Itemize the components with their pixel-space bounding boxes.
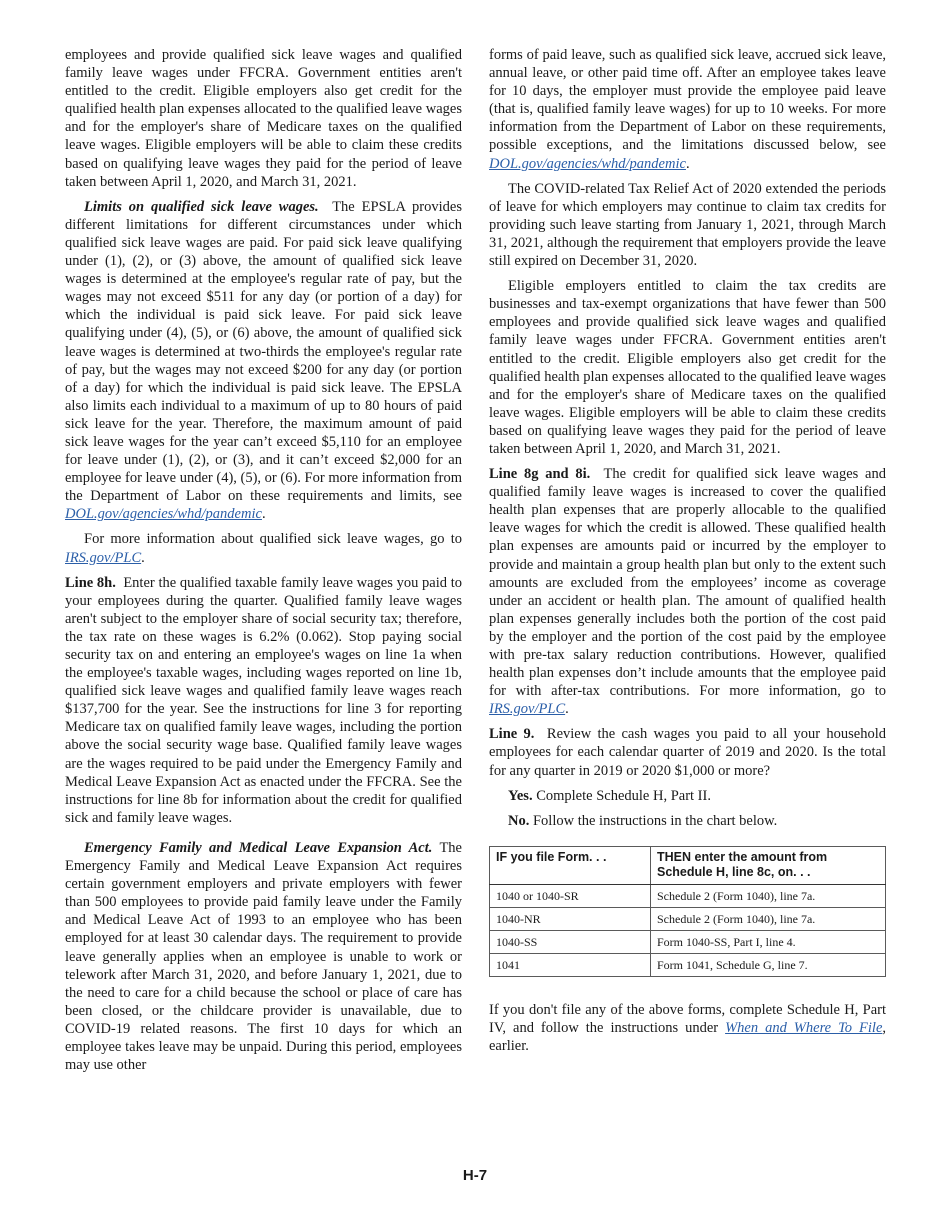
- line-8g-heading: Line 8g and 8i.: [489, 466, 591, 483]
- line-8h-text: Enter the qualified taxable family leave wages you paid to your employees during the quarter. Qualified family leave wages aren't subject to the employer share of social security tax; therefore, the tax rate on these wages is 6.2% (0.062). Stop paying social security tax on and entering an employee's wages on line 1a when the employee's taxable wages, including wages reported on line 1b, qualified sick leave wages and qualified family leave wages reach $137,700 for the year. See the instructions for line 3 for reporting Medicare tax on qualified family leave wages, including the portion above the social security wage base. Qualified family leave wages are the wages required to be paid under the Emergency Family and Medical Leave Expansion Act as enacted under the FFCRA. See the instructions for line 8b for information about the credit for qualified sick and family leave wages.: [65, 574, 463, 826]
- right-column: [489, 46, 886, 1062]
- efmlea-heading: Emergency Family and Medical Leave Expansion Act.: [84, 839, 433, 856]
- table-row: [490, 884, 886, 907]
- table-cell-destination: Form 1041, Schedule G, line 7.: [651, 953, 886, 976]
- yes-option: [508, 787, 886, 805]
- table-cell-destination: Schedule 2 (Form 1040), line 7a.: [651, 884, 886, 907]
- dol-pandemic-link[interactable]: DOL.gov/agencies/whd/pandemic: [65, 506, 262, 523]
- yes-text: Complete Schedule H, Part II.: [536, 787, 711, 804]
- no-text: Follow the instructions in the chart below.: [532, 812, 778, 829]
- header-if-you-file: IF you file Form. . .: [490, 846, 651, 884]
- more-info-text: For more information about qualified sick leave wages, go to: [84, 531, 462, 548]
- irs-plc-link[interactable]: IRS.gov/PLC: [65, 549, 142, 566]
- dol-pandemic-link-2[interactable]: DOL.gov/agencies/whd/pandemic: [489, 155, 686, 172]
- paragraph-line-8h: [65, 574, 462, 827]
- yes-label: Yes.: [508, 787, 533, 804]
- limits-heading: Limits on qualified sick leave wages.: [84, 198, 319, 215]
- table-cell-form: 1041: [490, 953, 651, 976]
- table-row: [490, 930, 886, 953]
- no-label: No.: [508, 812, 530, 829]
- paragraph-efmlea: [65, 839, 462, 1074]
- no-option: [508, 812, 886, 830]
- left-column: [65, 46, 462, 1081]
- paragraph-eligible-employers: Eligible employers entitled to claim the tax credits are businesses and tax-exempt organizations that have fewer than 500 employees and provide qualified sick leave wages and qualified family leave wages under FFCRA. Government entities aren't entitled to the credit. Eligible employers also get credit for the qualified health plan expenses allocated to the qualified leave wages and for the employer's share of Medicare taxes on the qualified leave wages. Eligible employers will be able to claim these credits based on qualifying leave wages they paid for the period of leave taken between April 1, 2020, and March 31, 2021.: [489, 278, 886, 457]
- paid-leave-text: forms of paid leave, such as qualified sick leave, accrued sick leave, annual leave, or other paid time off. After an employee takes leave for 10 days, the employer must provide the employee paid leave (that is, qualified family leave wages) for up to 10 weeks. For more information from the Department of Labor on these requirements, possible exceptions, and the limitations discussed below, see: [489, 47, 886, 154]
- paragraph-line-8g-8i: Line 8g and 8i. The credit for qualified sick leave wages and qualified family leave wages is increased to cover the qualified health plan expenses that are properly allocable to the qualified leave wages for which the credit is allowed. These qualified health plan expenses are amounts paid or incurred by the employer to provide and maintain a group health plan but only to the extent such amounts are excluded from the employees’ income as coverage under an accident or health plan. The amount of qualified health plan expenses generally includes both the portion of the cost paid by the employer and the portion of the cost paid by the employee with pre-tax salary reduction contributions. However, qualified health plan expenses don’t include amounts that the employee paid for with after-tax contributions. For more information, go to IRS.gov/PLC.: [489, 466, 886, 718]
- paragraph-covid-relief-act: The COVID-related Tax Relief Act of 2020 extended the periods of leave for which employers may continue to claim tax credits for providing such leave starting from January 1, 2021, through March 31, 2021, although the requirement that employers provide the leave still expired on December 31, 2020.: [489, 180, 886, 270]
- table-header-row: [490, 846, 886, 884]
- paragraph-more-info: For more information about qualified sick leave wages, go to IRS.gov/PLC.: [65, 531, 462, 566]
- paragraph-eligible-employers-cont: employees and provide qualified sick leave wages and qualified family leave wages under FFCRA. Government entities aren't entitled to the credit. Eligible employers also get credit for the qualified health plan expenses allocated to the qualified leave wages and for the employer's share of Medicare taxes on the qualified leave wages. Eligible employers will be able to claim these credits based on qualifying leave wages they paid for the period of leave taken between April 1, 2020, and March 31, 2021.: [65, 47, 462, 190]
- header-then-enter: THEN enter the amount from Schedule H, line 8c, on. . .: [651, 846, 886, 884]
- line-8h-heading: Line 8h.: [65, 574, 116, 591]
- paragraph-paid-leave-cont: forms of paid leave, such as qualified sick leave, accrued sick leave, annual leave, or other paid time off. After an employee takes leave for 10 days, the employer must provide the employee paid leave (that is, qualified family leave wages) for up to 10 weeks. For more information from the Department of Labor on these requirements, possible exceptions, and the limitations discussed below, see DOL.gov/agencies/whd/pandemic.: [489, 47, 886, 172]
- table-cell-destination: Schedule 2 (Form 1040), line 7a.: [651, 907, 886, 930]
- table-row: [490, 953, 886, 976]
- table-cell-destination: Form 1040-SS, Part I, line 4.: [651, 930, 886, 953]
- efmlea-text: The Emergency Family and Medical Leave Expansion Act requires certain government employers and private employers with fewer than 500 employees to provide paid family leave under the Family and Medical Leave Act of 1993 to an employee who has been employed for at least 30 calendar days. The requirement to provide leave generally applies when an employee is unable to work or telework after March 31, 2020, and before January 1, 2021, due to the need to care for a child because the school or place of care has been closed, or the childcare provider is unavailable, due to COVID-19 related reasons. The first 10 days for which an employee takes leave may be unpaid. During this period, employees may use other: [65, 839, 462, 1074]
- page-number: H-7: [462, 1167, 488, 1184]
- form-chart-table: [489, 846, 886, 977]
- line-9-text: Review the cash wages you paid to all your household employees for each calendar quarter of 2019 and 2020. Is the total for any quarter in 2019 or 2020 $1,000 or more?: [489, 726, 887, 779]
- line-8g-text: The credit for qualified sick leave wages and qualified family leave wages is increased to cover the qualified health plan expenses that are properly allocable to the qualified leave wages for which the credit is allowed. These qualified health plan expenses are amounts paid or incurred by the employer to provide and maintain a group health plan but only to the extent such amounts are excluded from the employees’ income as coverage under an accident or health plan. The amount of qualified health plan expenses generally includes both the portion of the cost paid by the employer and the portion of the cost paid by the employee with pre-tax salary reduction contributions. However, qualified health plan expenses don’t include amounts that the employee paid for with after-tax contributions. For more information, go to: [489, 466, 886, 700]
- paragraph-other-forms: [489, 1001, 886, 1055]
- table-row: [490, 907, 886, 930]
- table-cell-form: 1040-SS: [490, 930, 651, 953]
- other-forms-text: If you don't file any of the above forms, complete Schedule H, Part IV, and follow the instructions under: [489, 1001, 886, 1036]
- line-9-heading: Line 9.: [489, 726, 535, 743]
- paragraph-line-9: [489, 725, 886, 779]
- other-forms-tail: , earlier.: [489, 1019, 887, 1055]
- when-where-to-file-link[interactable]: When and Where To File: [725, 1019, 883, 1036]
- irs-plc-link-2[interactable]: IRS.gov/PLC: [489, 701, 566, 718]
- limits-text: The EPSLA provides different limitations for different circumstances under which qualified sick leave wages are paid. For paid sick leave qualifying under (1), (2), or (3) above, the amount of qualified sick leave wages is determined at the employee's regular rate of pay, but the wages may not exceed $511 for any day (or portion of a day) for which the individual is paid sick leave. For paid sick leave qualifying under (4), (5), or (6) above, the amount of qualified sick leave wages is determined at two-thirds the employee's regular rate of pay, but the wages may not exceed $200 for any day (or portion of a day) for which the individual is paid sick leave. The EPSLA also limits each individual to a maximum of up to 80 hours of paid sick leave for the year. Therefore, the maximum amount of paid sick leave wages for the year can’t exceed $5,110 for an employee for leave under (1), (2), or (3), and it can’t exceed $2,000 for an employee for leave under (4), (5), or (6). For more information from the Department of Labor on these requirements and limits, see: [65, 198, 463, 505]
- table-cell-form: 1040-NR: [490, 907, 651, 930]
- paragraph-limits-sick-leave: Limits on qualified sick leave wages. The EPSLA provides different limitations for different circumstances under which qualified sick leave wages are paid. For paid sick leave qualifying under (1), (2), or (3) above, the amount of qualified sick leave wages is determined at the employee's regular rate of pay, but the wages may not exceed $511 for any day (or portion of a day) for which the individual is paid sick leave. For paid sick leave qualifying under (4), (5), or (6) above, the amount of qualified sick leave wages is determined at two-thirds the employee's regular rate of pay, but the wages may not exceed $200 for any day (or portion of a day) for which the individual is paid sick leave. The EPSLA also limits each individual to a maximum of up to 80 hours of paid sick leave for the year. Therefore, the maximum amount of paid sick leave wages for the year can’t exceed $5,110 for an employee for leave under (1), (2), or (3), and it can’t exceed $2,000 for an employee for leave under (4), (5), or (6). For more information from the Department of Labor on these requirements and limits, see DOL.gov/agencies/whd/pandemic.: [65, 198, 463, 523]
- table-cell-form: 1040 or 1040-SR: [490, 884, 651, 907]
